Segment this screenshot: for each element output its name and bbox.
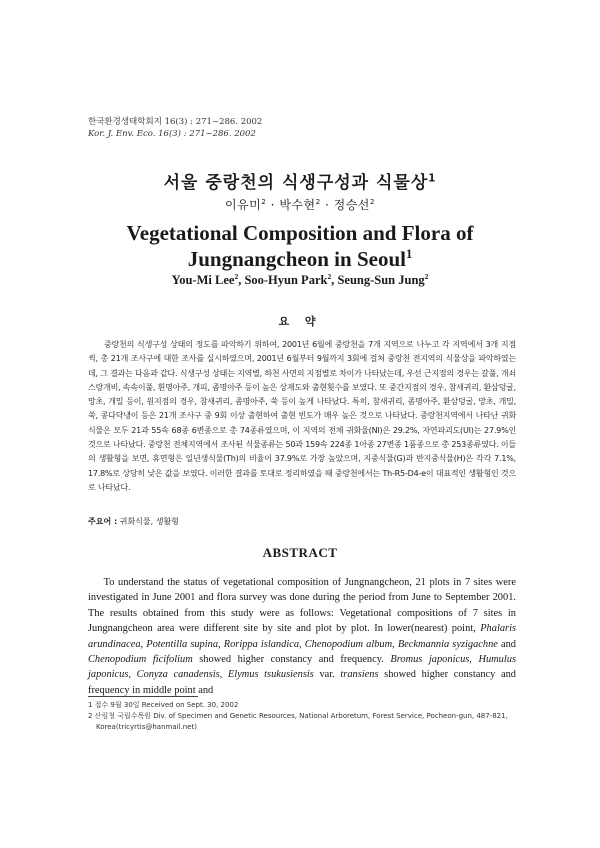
- keywords: [88, 516, 179, 527]
- abstract-text: var.: [313, 669, 341, 681]
- journal-citation-ko: 한국환경생태학회지 16(3) : 271~286. 2002: [88, 117, 263, 127]
- english-author-affiliation-mark: 2: [327, 271, 332, 281]
- korean-author-affiliation-mark: 2: [315, 197, 321, 206]
- footnote-divider: [88, 696, 198, 697]
- english-author: [244, 273, 331, 287]
- english-title-line-1: Vegetational Composition and Flora of: [126, 221, 474, 245]
- korean-title-footnote-mark: 1: [428, 173, 437, 185]
- author-separator: ·: [320, 198, 334, 212]
- species-name: Phalaris arundinacea, Potentilla supina, Rorippa islandica, Chenopodium album, Beckmannia syzigachne: [88, 623, 516, 650]
- author-separator: ,: [331, 273, 338, 287]
- species-name: Bromus japonicus, Humulus japonicus, Conyza canadensis, Elymus tsukusiensis: [88, 654, 516, 681]
- korean-author-name: 정승선: [333, 198, 370, 212]
- korean-summary-body: 중랑천의 식생구성 상태의 정도를 파악하기 위하여, 2001년 6월에 중랑천을 7개 지역으로 나누고 각 지역에서 3개 지점씩, 총 21개 조사구에 대한 조사를 실시하였으며, 2001년 6월부터 9월까지 3회에 걸쳐 중랑천 전지역의 식물상을 파악하였는데, 그 결과는 다음과 같다. 식생구성 상태는 지역별, 하천 사면의 지점별로 차이가 나타났는데, 우선 근지점의 경우는 갈풀, 개쇠스랑개비, 속속이풀, 흰명아주, 개피, 좀명아주 등이 높은 상재도와 출현횟수를 보였다. 또 중간지점의 경우, 참새귀리, 환삼덩굴, 망초, 개밀 등이, 원지점의 경우, 참새귀리, 좀명아주, 쑥 등이 높게 나타났다. 특히, 참새귀리, 좀명아주, 환삼덩굴, 망초, 개밀, 쑥, 콩다닥냉이 등은 21개 조사구 중 9회 이상 출현하여 출현 빈도가 매우 높은 것으로 나타났다. 중랑천지역에서 나타난 귀화식물은 모두 21과 55속 68종 6변종으로 총 74종류였으며, 이 지역의 전체 귀화율(NI)은 29.2%, 자연파괴도(UI)는 27.9%인 것으로 나타났다. 중랑천 전체지역에서 조사된 식물종류는 50과 159속 224종 1아종 27변종 1품종으로 총 253종류였다. 이들의 생활형을 보면, 휴면형은 일년생식물(Th)의 비율이 37.9%로 가장 높았으며, 지중식물(G)과 반지중식물(H)은 각각 7.1%, 17.8%로 상당히 낮은 값을 보였다. 이러한 결과를 토대로 정리하였을 때 중랑천에서는 Th-R5-D4-e이 대표적인 생활형인 것으로 나타났다.: [88, 340, 516, 492]
- korean-summary-heading: 요 약: [278, 315, 322, 328]
- korean-title-text: 서울 중랑천의 식생구성과 식물상: [163, 173, 429, 193]
- korean-author-affiliation-mark: 2: [261, 197, 267, 206]
- species-name: transiens: [340, 669, 379, 681]
- english-author-name: You-Mi Lee: [171, 273, 235, 287]
- english-title-line-2-text: Jungnangcheon in Seoul: [187, 247, 406, 271]
- korean-title: [0, 168, 600, 193]
- abstract-text: To understand the status of vegetational composition of Jungnangcheon, 21 plots in 7 sites were investigated in June 2001 and flora survey was done during the period from June to September 2001. The results obtained from this study were as follows: Vegetational compositions of 7 sites in Jungnangcheon area were different site by site and plot by plot. In lower(nearest) point,: [88, 577, 516, 635]
- korean-author: [334, 198, 375, 212]
- english-author: [172, 273, 239, 287]
- journal-citation: [88, 116, 262, 140]
- english-authors: [0, 273, 600, 288]
- english-author-name: Seung-Sun Jung: [337, 273, 425, 287]
- author-separator: ,: [238, 273, 245, 287]
- english-author-affiliation-mark: 2: [234, 271, 239, 281]
- abstract-text: showed higher constancy and frequency in middle point and: [88, 669, 516, 696]
- abstract-text: showed higher constancy and frequency.: [192, 654, 391, 666]
- english-title: [0, 220, 600, 272]
- korean-authors: [0, 196, 600, 213]
- abstract-heading: ABSTRACT: [262, 545, 338, 560]
- korean-author-affiliation-mark: 2: [369, 197, 375, 206]
- english-author-name: Soo-Hyun Park: [244, 273, 328, 287]
- footnotes: [88, 700, 516, 733]
- keywords-list: 귀화식물, 생활형: [119, 517, 179, 526]
- journal-citation-en: Kor. J. Env. Eco. 16(3) : 271~286. 2002: [88, 129, 256, 139]
- english-title-line-2: [0, 246, 600, 272]
- korean-author: [279, 198, 320, 212]
- abstract-text: and: [497, 638, 516, 650]
- author-separator: ·: [266, 198, 280, 212]
- keywords-label: 주요어 :: [88, 517, 118, 526]
- korean-author: [225, 198, 266, 212]
- korean-author-name: 이유미: [225, 198, 262, 212]
- abstract-body: [88, 575, 516, 698]
- species-name: Chenopodium ficifolium: [88, 654, 193, 666]
- footnote-1: 1 접수 9월 30일 Received on Sept. 30, 2002: [88, 701, 239, 709]
- english-author: [337, 273, 428, 287]
- footnote-2: 2 산림청 국립수목원 Div. of Specimen and Genetic Resources, National Arboretum, Forest Service, Pocheon-gun, 487-821, Korea(tricyrtis@hanmail.net): [88, 712, 508, 731]
- english-title-footnote-mark: 1: [405, 247, 413, 261]
- english-author-affiliation-mark: 2: [424, 271, 429, 281]
- korean-author-name: 박수현: [279, 198, 316, 212]
